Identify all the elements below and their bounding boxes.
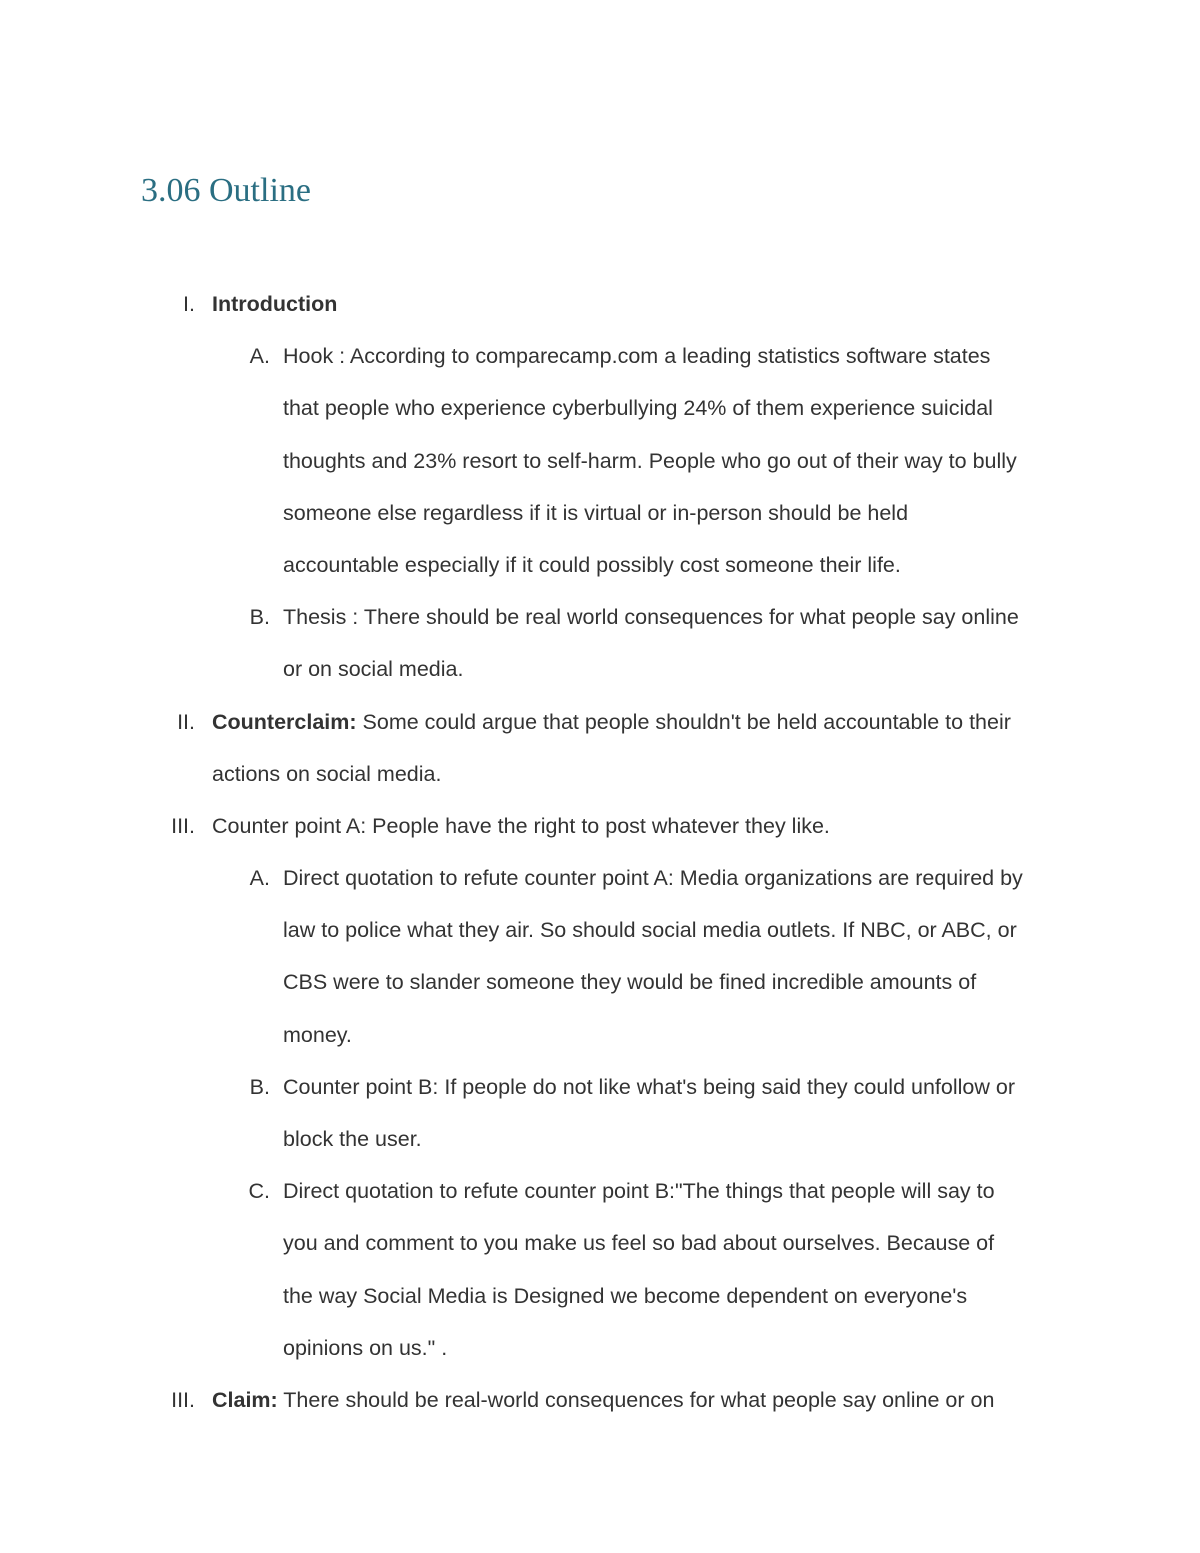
list-item-text [212,1374,994,1426]
list-item-text: Direct quotation to refute counter point A: Media organizations are required by [283,866,1023,891]
list-item-continuation [0,382,1200,434]
list-item [0,591,1200,643]
list-item-text: thoughts and 23% resort to self-harm. People who go out of their way to bully [283,448,1017,473]
list-item-text: Thesis : There should be real world consequences for what people say online [283,605,1019,630]
list-item-continuation [0,435,1200,487]
list-item-continuation [0,1113,1200,1165]
list-item [0,1165,1200,1217]
list-item-body: Some could argue that people shouldn't be held accountable to their [356,709,1011,734]
list-item [0,696,1200,748]
list-item-text: actions on social media. [212,761,442,786]
list-marker: B. [249,1074,270,1099]
list-item-continuation [0,748,1200,800]
list-item-continuation [0,956,1200,1008]
list-item-text: law to police what they air. So should social media outlets. If NBC, or ABC, or [283,918,1017,943]
list-item-text: that people who experience cyberbullying 24% of them experience suicidal [283,396,993,421]
list-item [0,800,1200,852]
list-item-continuation [0,1322,1200,1374]
list-marker: A. [249,866,270,891]
list-marker: III. [171,813,195,838]
list-item [0,278,1200,330]
list-marker: C. [248,1179,270,1204]
list-item-text: or on social media. [283,657,464,682]
list-item-text: money. [283,1022,352,1047]
list-item [0,330,1200,382]
list-item-text: someone else regardless if it is virtual or in-person should be held [283,500,909,525]
list-marker: II. [177,709,195,734]
list-item-text: Counter point B: If people do not like what's being said they could unfollow or [283,1074,1015,1099]
list-item-text: Direct quotation to refute counter point B:"The things that people will say to [283,1179,995,1204]
list-item-body: There should be real-world consequences for what people say online or on [277,1387,995,1412]
list-marker: I. [183,292,195,316]
list-item-continuation [0,1270,1200,1322]
list-item-continuation [0,1009,1200,1061]
list-item-continuation [0,487,1200,539]
list-item-continuation [0,1217,1200,1269]
list-item-text [212,278,337,330]
list-item-text: accountable especially if it could possibly cost someone their life. [283,552,901,577]
page-title: 3.06 Outline [141,172,311,209]
list-item [0,852,1200,904]
list-marker: III. [171,1387,195,1412]
list-item-text: CBS were to slander someone they would be fined incredible amounts of [283,970,977,995]
list-item-text: Counter point A: People have the right to post whatever they like. [212,813,830,838]
list-item-label: Claim: [212,1387,278,1412]
list-item-text: block the user. [283,1127,422,1151]
list-item-text: the way Social Media is Designed we become dependent on everyone's [283,1283,968,1308]
list-item-text: opinions on us." . [283,1335,448,1360]
list-item [0,1061,1200,1113]
list-item-label: Counterclaim: [212,709,357,734]
outline-list [0,278,1200,1426]
list-item-continuation [0,539,1200,591]
list-marker: B. [249,605,270,630]
list-item [0,1374,1200,1426]
list-item-label: Introduction [212,292,338,316]
list-item-text: Hook : According to comparecamp.com a leading statistics software states [283,344,991,369]
list-marker: A. [249,344,270,369]
list-item-text: you and comment to you make us feel so bad about ourselves. Because of [283,1231,995,1256]
list-item-text [212,696,1011,748]
list-item-continuation [0,904,1200,956]
list-item-continuation [0,643,1200,695]
